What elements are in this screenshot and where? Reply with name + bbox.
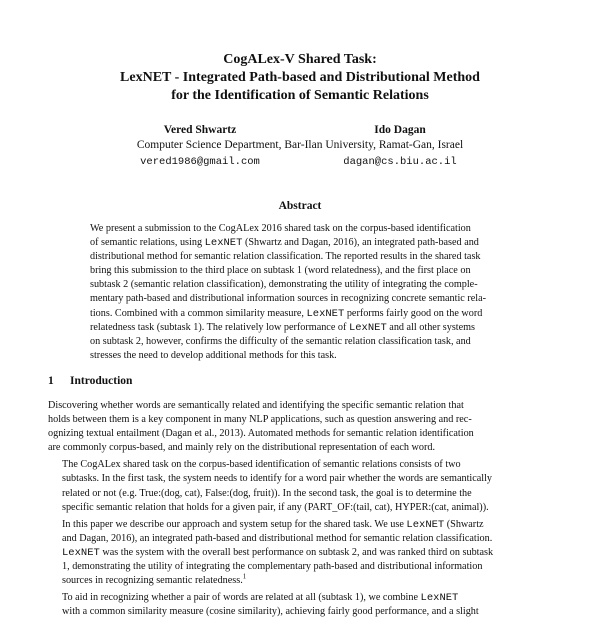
abstract-line: stresses the need to develop additional methods for this task. bbox=[90, 349, 337, 361]
abstract-line: We present a submission to the CogALex 2016 shared task on the corpus-based identification bbox=[90, 223, 471, 234]
introduction-body bbox=[48, 399, 552, 622]
affiliation: Computer Science Department, Bar-Ilan University, Ramat-Gan, Israel bbox=[136, 139, 464, 151]
abstract-line: bring this submission to the third place on subtask 1 (word relatedness), and the first place on bbox=[90, 265, 471, 277]
paragraph-line: The CogALex shared task on the corpus-based identification of semantic relations consists of two bbox=[62, 459, 461, 471]
paragraph-line: with a common similarity measure (cosine similarity), achieving fairly good performance, and a slight bbox=[62, 606, 479, 618]
abstract-line: mentary path-based and distributional information sources in recognizing concrete semantic rela- bbox=[90, 293, 487, 305]
paragraph-line: holds between them is a key component in many NLP applications, such as question answering and rec- bbox=[48, 414, 472, 426]
paragraph-line: ognizing textual entailment (Dagan et al., 2013). Automated methods for semantic relation identification bbox=[48, 428, 474, 440]
section-number: 1 bbox=[48, 375, 54, 387]
paragraph bbox=[48, 399, 552, 455]
paragraph-line: sources in recognizing semantic relatedness.$^1$ bbox=[62, 572, 247, 587]
paragraph-line: To aid in recognizing whether a pair of words are related at all (subtask 1), we combine LexNET bbox=[62, 592, 459, 605]
abstract-heading: Abstract bbox=[278, 200, 322, 212]
author-1-email: vered1986@gmail.com bbox=[140, 156, 260, 168]
abstract-line: tions. Combined with a common similarity measure, LexNET performs fairly good on the word bbox=[90, 307, 483, 320]
paragraph-line: specific semantic relation that holds for a given pair, if any (PART_OF:(tail, cat), HYPER:(cat, animal)). bbox=[62, 501, 489, 513]
abstract-line: relatedness task (subtask 1). The relatively low performance of LexNET and all other systems bbox=[90, 321, 476, 334]
paragraph-line: subtasks. In the first task, the system needs to identify for a word pair whether the words are semantically bbox=[62, 473, 493, 485]
footnote-mark[interactable]: 1 bbox=[242, 572, 247, 581]
paragraph-line: In this paper we describe our approach and system setup for the shared task. We use LexNET (Shwartz bbox=[62, 518, 484, 531]
paragraph-line: Discovering whether words are semantically related and identifying the specific semantic relation that bbox=[48, 400, 464, 411]
paragraph bbox=[48, 458, 552, 514]
abstract-line: on subtask 2, however, confirms the difficulty of the semantic relation classification task, and bbox=[90, 335, 471, 347]
paragraph bbox=[48, 591, 552, 619]
paragraph-line: 1, demonstrating the utility of integrating the complementary path-based and distributional information bbox=[62, 561, 483, 573]
paragraph-line: related or not (e.g. True:(dog, cat), False:(dog, fruit)). In the second task, the goal is to determine the bbox=[62, 487, 472, 499]
author-2-name: Ido Dagan bbox=[374, 124, 426, 136]
paragraph-line: LexNET was the system with the overall best performance on subtask 2, and was ranked third on subtask bbox=[62, 546, 494, 559]
paper-title-line-3: for the Identification of Semantic Relations bbox=[171, 88, 429, 103]
paragraph bbox=[48, 518, 552, 588]
author-1-name: Vered Shwartz bbox=[163, 124, 237, 136]
abstract-line: of semantic relations, using LexNET (Shwartz and Dagan, 2016), an integrated path-based and bbox=[90, 237, 479, 250]
abstract-line: distributional method for semantic relation classification. The reported results in the shared task bbox=[90, 251, 481, 263]
paper-title-line-1: CogALex-V Shared Task: bbox=[223, 52, 377, 67]
paragraph-line: are commonly corpus-based, and mainly rely on the distributional representation of each word. bbox=[48, 442, 436, 454]
paper-title-line-2: LexNET - Integrated Path-based and Distributional Method bbox=[120, 70, 480, 85]
author-2-email: dagan@cs.biu.ac.il bbox=[343, 156, 457, 168]
paragraph-line: and Dagan, 2016), an integrated path-based and distributional method for semantic relation classification. bbox=[62, 532, 493, 544]
abstract-body bbox=[90, 222, 510, 363]
abstract-line: subtask 2 (semantic relation classification), demonstrating the utility of integrating the comple- bbox=[90, 279, 478, 291]
section-title: Introduction bbox=[70, 375, 133, 387]
section-heading bbox=[48, 375, 132, 387]
